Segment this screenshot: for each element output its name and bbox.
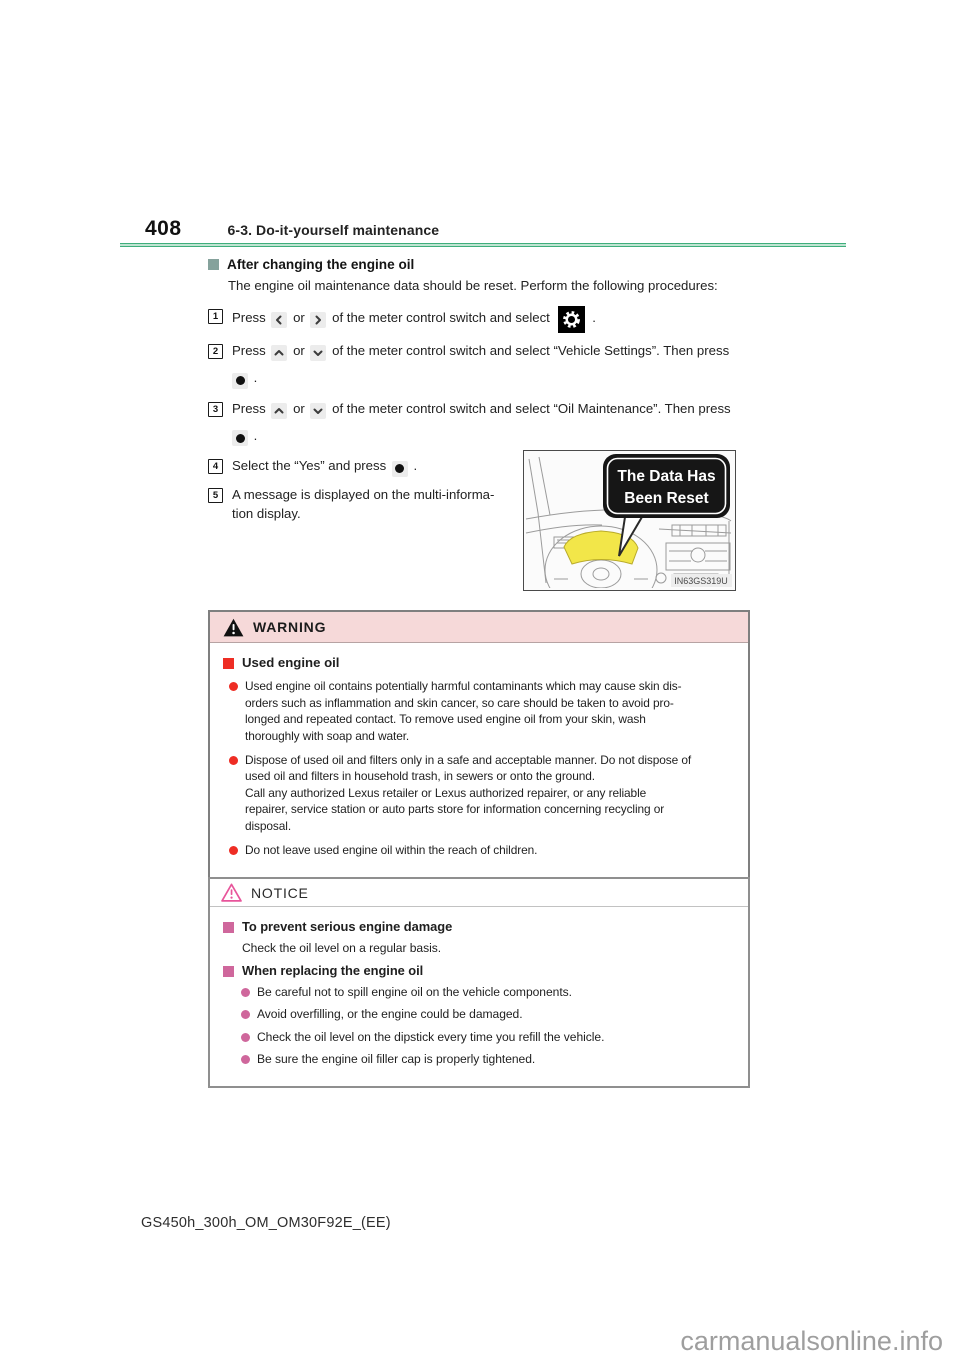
header-rule <box>120 243 846 247</box>
warning-bullet-text: Used engine oil contains potentially harmful contaminants which may cause skin dis- orders such as inflammation and skin cancer, so care should be taken to avoid pro- longed and repeated contact. To remove used engine oil from your skin, wash thoroughly with soap and water. <box>245 679 682 743</box>
warning-box <box>208 610 750 880</box>
bullet-dot-icon <box>229 682 238 691</box>
notice-subheading-text: To prevent serious engine damage <box>242 919 453 934</box>
step-3-continuation <box>230 427 838 447</box>
bullet-dot-icon <box>241 1033 250 1042</box>
warning-subheading-text: Used engine oil <box>242 655 340 670</box>
notice-header <box>210 879 748 907</box>
warning-square-marker-icon <box>223 658 234 669</box>
bullet-dot-icon <box>229 846 238 855</box>
chevron-down-icon <box>310 403 326 419</box>
bullet-dot-icon <box>229 756 238 765</box>
warning-bullet <box>229 842 736 858</box>
notice-bullet-text: Be careful not to spill engine oil on the vehicle components. <box>257 984 572 999</box>
bullet-dot-icon <box>241 988 250 997</box>
step-number-badge: 5 <box>208 488 223 503</box>
warning-bullet <box>229 752 736 834</box>
section-title: After changing the engine oil <box>227 257 415 272</box>
step-text <box>232 399 731 419</box>
step-text-fragment: or <box>293 400 305 416</box>
site-watermark: carmanualsonline.info <box>680 1326 943 1356</box>
step-text <box>232 456 417 477</box>
message-bubble <box>603 454 730 518</box>
notice-bullet <box>241 1051 736 1068</box>
step-number-badge: 3 <box>208 402 223 417</box>
document-code: GS450h_300h_OM_OM30F92E_(EE) <box>141 1215 391 1231</box>
step-text-fragment: Press <box>232 310 266 325</box>
notice-bullet <box>241 1006 736 1023</box>
step-2-continuation <box>230 369 838 389</box>
bubble-text-line1: The Data Has <box>617 468 716 485</box>
meter-settings-gear-icon <box>558 306 585 333</box>
step-text-fragment: . <box>253 370 258 385</box>
step-text-fragment: . <box>413 458 418 473</box>
chevron-left-icon <box>271 312 287 328</box>
step-text-fragment: of the meter control switch and select <box>332 310 550 325</box>
warning-bullet-text: Do not leave used engine oil within the reach of children. <box>245 843 538 858</box>
step-3 <box>208 399 808 419</box>
step-text-fragment: Press <box>232 343 266 358</box>
step-text-fragment: . <box>253 427 258 443</box>
bullet-dot-icon <box>241 1010 250 1019</box>
step-number-badge: 1 <box>208 309 223 324</box>
chapter-title: 6-3. Do-it-yourself maintenance <box>227 222 440 238</box>
step-number-badge: 4 <box>208 459 223 474</box>
section-intro: The engine oil maintenance data should be reset. Perform the following procedures: <box>228 278 718 293</box>
bubble-text-line2: Been Reset <box>624 490 709 507</box>
notice-bullet <box>241 1029 736 1046</box>
notice-bullet-text: Be sure the engine oil filler cap is properly tightened. <box>257 1052 536 1066</box>
step-number-badge: 2 <box>208 344 223 359</box>
notice-triangle-icon <box>221 883 242 902</box>
notice-box <box>208 877 750 1088</box>
page-header <box>145 217 439 241</box>
enter-button-icon <box>232 373 248 389</box>
notice-bullet <box>241 984 736 1001</box>
step-text-fragment: or <box>293 343 305 358</box>
notice-bullet-text: Check the oil level on the dipstick every time you refill the vehicle. <box>257 1029 605 1044</box>
step-text-fragment: of the meter control switch and select “Oil Maintenance”. Then press <box>332 400 731 416</box>
warning-bullet <box>229 678 736 744</box>
bullet-dot-icon <box>241 1055 250 1064</box>
step-text-fragment: or <box>293 310 305 325</box>
notice-label: NOTICE <box>251 884 309 901</box>
notice-square-marker-icon <box>223 966 234 977</box>
notice-subheading-text: When replacing the engine oil <box>242 963 424 978</box>
step-text <box>232 306 596 333</box>
warning-bullet-text: Dispose of used oil and filters only in a safe and acceptable manner. Do not dispose of used oil and filters in household trash, in sewers or onto the ground. Call any authorized Lexus retailer or Lexus authorized repairer, or any reliable repairer, service station or auto parts store for information concerning recycling or disposal. <box>245 753 692 833</box>
chevron-up-icon <box>271 345 287 361</box>
step-text-fragment: Select the “Yes” and press <box>232 458 387 473</box>
notice-square-marker-icon <box>223 922 234 933</box>
chevron-right-icon <box>310 312 326 328</box>
enter-button-icon <box>232 430 248 446</box>
section-heading <box>208 257 838 272</box>
chevron-up-icon <box>271 403 287 419</box>
section-marker-icon <box>208 259 219 270</box>
warning-label: WARNING <box>253 619 327 635</box>
chevron-down-icon <box>310 345 326 361</box>
figure-code: IN63GS319U <box>674 576 728 586</box>
warning-body <box>210 643 748 878</box>
step-1 <box>208 306 808 333</box>
enter-button-icon <box>392 461 408 477</box>
warning-triangle-icon <box>223 618 244 637</box>
notice-bullet-text: Avoid overfilling, or the engine could be damaged. <box>257 1007 523 1021</box>
step-2 <box>208 341 808 361</box>
warning-header <box>210 612 748 643</box>
notice-text: Check the oil level on a regular basis. <box>242 940 442 955</box>
step-text-fragment: . <box>592 310 596 325</box>
page-number: 408 <box>145 217 182 240</box>
step-text-fragment: Press <box>232 400 266 416</box>
notice-subheading <box>223 919 736 936</box>
dashboard-illustration <box>523 450 736 591</box>
step-text-fragment: of the meter control switch and select “Vehicle Settings”. Then press <box>332 343 730 358</box>
notice-body <box>210 907 748 1086</box>
notice-subheading <box>223 963 736 980</box>
warning-subheading <box>223 655 736 671</box>
step-text: A message is displayed on the multi-informa- tion display. <box>232 486 495 521</box>
step-text <box>232 341 729 361</box>
